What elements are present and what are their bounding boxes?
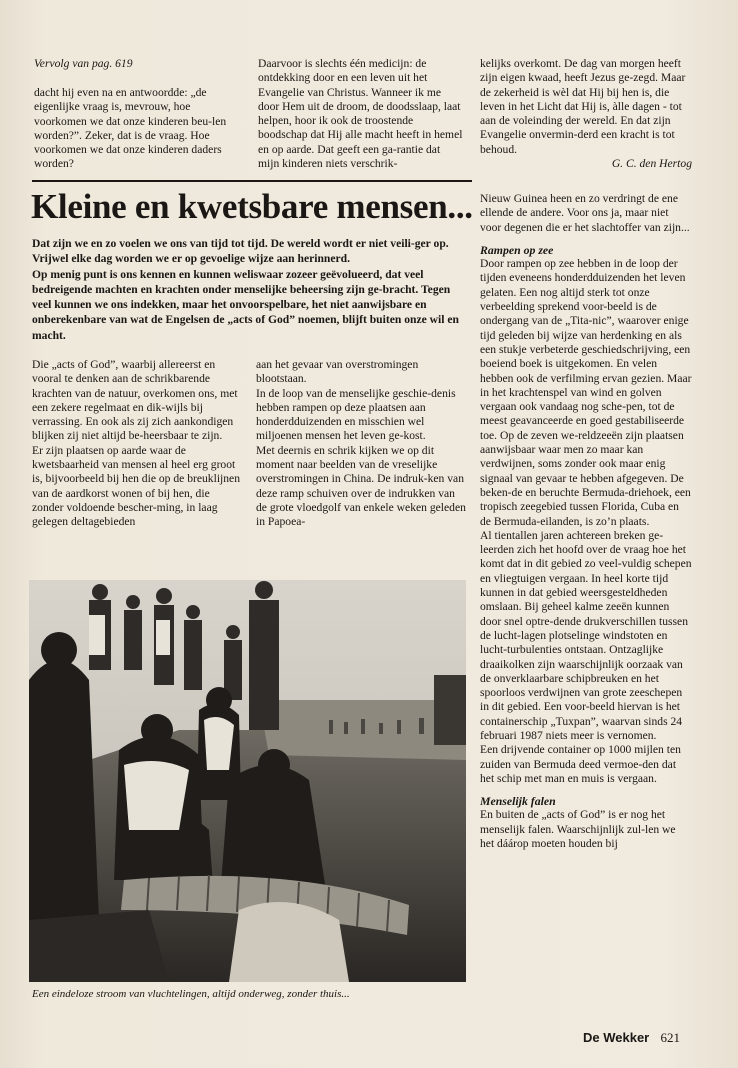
paragraph: Een drijvende container op 1000 mijlen ten zuiden van Bermuda deed vermoe-den dat het schip met man en muis is vergaan. — [480, 743, 681, 785]
author-signature: G. C. den Hertog — [611, 157, 692, 171]
paragraph: Nieuw Guinea heen en zo verdringt de ene ellende de andere. Voor ons ja, maar niet voor degenen die er het slachtoffer van zijn... — [480, 192, 690, 234]
continuation-note: Vervolg van pag. 619 — [34, 57, 133, 70]
paragraph: En buiten de „acts of God” is er nog het menselijk falen. Waarschijnlijk zul-len we het dáárop moeten houden bij — [480, 808, 676, 851]
paragraph: Er zijn plaatsen op aarde waar de kwetsbaarheid van mensen al heel erg groot is, bijvoorbeeld bij hen die op de breuklijnen van de aardkorst wonen of bij hen, die zonder voldoende bescher-ming, in laag gelegen deltagebieden — [32, 443, 240, 529]
refugees-photo-illustration — [29, 580, 466, 982]
paragraph: dacht hij even na en antwoordde: „de eigenlijke vraag is, mevrouw, hoe voorkomen we dat onze kinderen beu-len worden?”. Zeker, dat is de vraag. Hoe voorkomen we dat onze kinderen daders worden? — [34, 86, 227, 171]
paragraph: Al tientallen jaren achtereen breken ge-leerden zich het hoofd over de vraag hoe het komt dat in dit gebied zo veel-vuldig schepen en vliegtuigen vergaan. In heel korte tijd kunnen in dat gebied weersgesteldheden omslaan. Bij geheel kalme zeeën kunnen door snel optre-dende drukverschillen tussen de lucht-lagen plotselinge windstoten en lucht-turbulenties ontstaan. Ontzaglijke draaikolken zijn waarschijnlijk oorzaak van de onverklaarbare schipbreuken en het spoorloos verdwijnen van grote zeeschepen in dit gebied. Een voor-beeld hiervan is het containerschip „Tuxpan”, waarvan sinds 24 februari 1987 niets meer is vernomen. — [480, 528, 692, 742]
photo-caption: Een eindeloze stroom van vluchtelingen, altijd onderweg, zonder thuis... — [32, 988, 350, 1000]
paragraph: Door rampen op zee hebben in de loop der tijden eveneens honderdduizenden het leven gelaten. Een nog altijd sterk tot onze verbeelding sprekend voor-beeld is de ondergang van de „Tita-nic”, waarover enige tijd geleden bij wijze van herdenking en als een stukje verbeterde geschiedschrijving, een boeiend boek is uitgekomen. En velen hebben ook de verfilming ervan gezien. Maar in het krachtenspel van wind en golven vergaan ook vandaag nog sche-pen, tot de meest geavanceerde en goed gestabiliseerde toe. Op de zeven we-reldzeeën zijn plaatsen aanwijsbaar waar men zo maar kan verdwijnen, soms zonder ook maar enig signaal van gevaar te hebben afgegeven. De beken-de en beruchte Bermuda-driehoek, een tropisch zeegebied tussen Florida, Cuba en de Bermuda-eilanden, is zo’n plaats. — [480, 257, 692, 528]
lead-paragraph: Dat zijn we en zo voelen we ons van tijd tot tijd. De wereld wordt er niet veili-ger op. Vrijwel elke dag worden we er op gevoelige wijze aan herinnerd. — [32, 237, 449, 266]
article-headline: Kleine en kwetsbare mensen... — [31, 187, 473, 226]
paragraph: kelijks overkomt. De dag van morgen heeft zijn eigen kwaad, heeft Jezus ge-zegd. Maar de zekerheid is wèl dat Hij bij hen is, die leven in het Licht dat Hij is, àlle dagen - tot aan de voleinding der wereld. En dat zijn Evangelie onvermin-derd een kracht is tot behoud. — [480, 57, 686, 156]
body-column-1 — [32, 358, 244, 530]
subheading-rampen-op-zee: Rampen op zee — [480, 242, 554, 257]
page-number: 621 — [660, 1030, 680, 1045]
lead-paragraph: Op menig punt is ons kennen en kunnen weliswaar zozeer geëvolueerd, dat veel bedreigende machten en krachten onder menselijke beheersing zijn ge-bracht. Tegen veel kunnen we ons indekken, maar het onvoorspelbare, het niet aanwijsbare en onberekenbare van wat de Engelsen de „acts of God” noemen, blijft buiten onze wil en macht. — [32, 267, 459, 342]
intro-column-2 — [258, 57, 463, 171]
magazine-name: De Wekker — [583, 1030, 650, 1045]
subheading-menselijk-falen: Menselijk falen — [480, 794, 556, 809]
refugees-photo — [29, 580, 466, 982]
paragraph: Die „acts of God”, waarbij allereerst en vooral te denken aan de schrikbarende krachten van de natuur, overkomen ons, met een zekere regelmaat en dik-wijls bij verrassing. En ook als zij zich aankondigen blijken zij niet altijd be-heersbaar te zijn. — [32, 358, 238, 443]
page-footer — [583, 1030, 680, 1046]
paragraph: aan het gevaar van overstromingen blootstaan. — [256, 358, 419, 386]
intro-column-1 — [34, 86, 244, 172]
body-column-2 — [256, 358, 466, 530]
paragraph: Met deernis en schrik kijken we op dit moment naar beelden van de vreselijke overstromingen in China. De indruk-ken van deze ramp schuiven over de indrukken van de grote vloedgolf van enkele weken geleden in Papoea- — [256, 443, 466, 529]
paragraph: Daarvoor is slechts één medicijn: de ontdekking door en een leven uit het Evangelie van Christus. Wanneer ik me door Hem uit de droom, de doodsslaap, laat helpen, hoor ik ook de troostende boodschap dat Hij alle macht heeft in hemel en op aarde. Dat geeft een ga-rantie dat mijn kinderen niets verschrik- — [258, 57, 463, 171]
right-column — [480, 192, 692, 851]
paragraph: In de loop van de menselijke geschie-denis hebben rampen op deze plaatsen aan honderdduizenden en misschien wel miljoenen mensen het leven ge-kost. — [256, 386, 456, 443]
article-lead — [32, 236, 470, 343]
section-divider — [32, 180, 472, 182]
intro-column-3 — [480, 57, 692, 171]
